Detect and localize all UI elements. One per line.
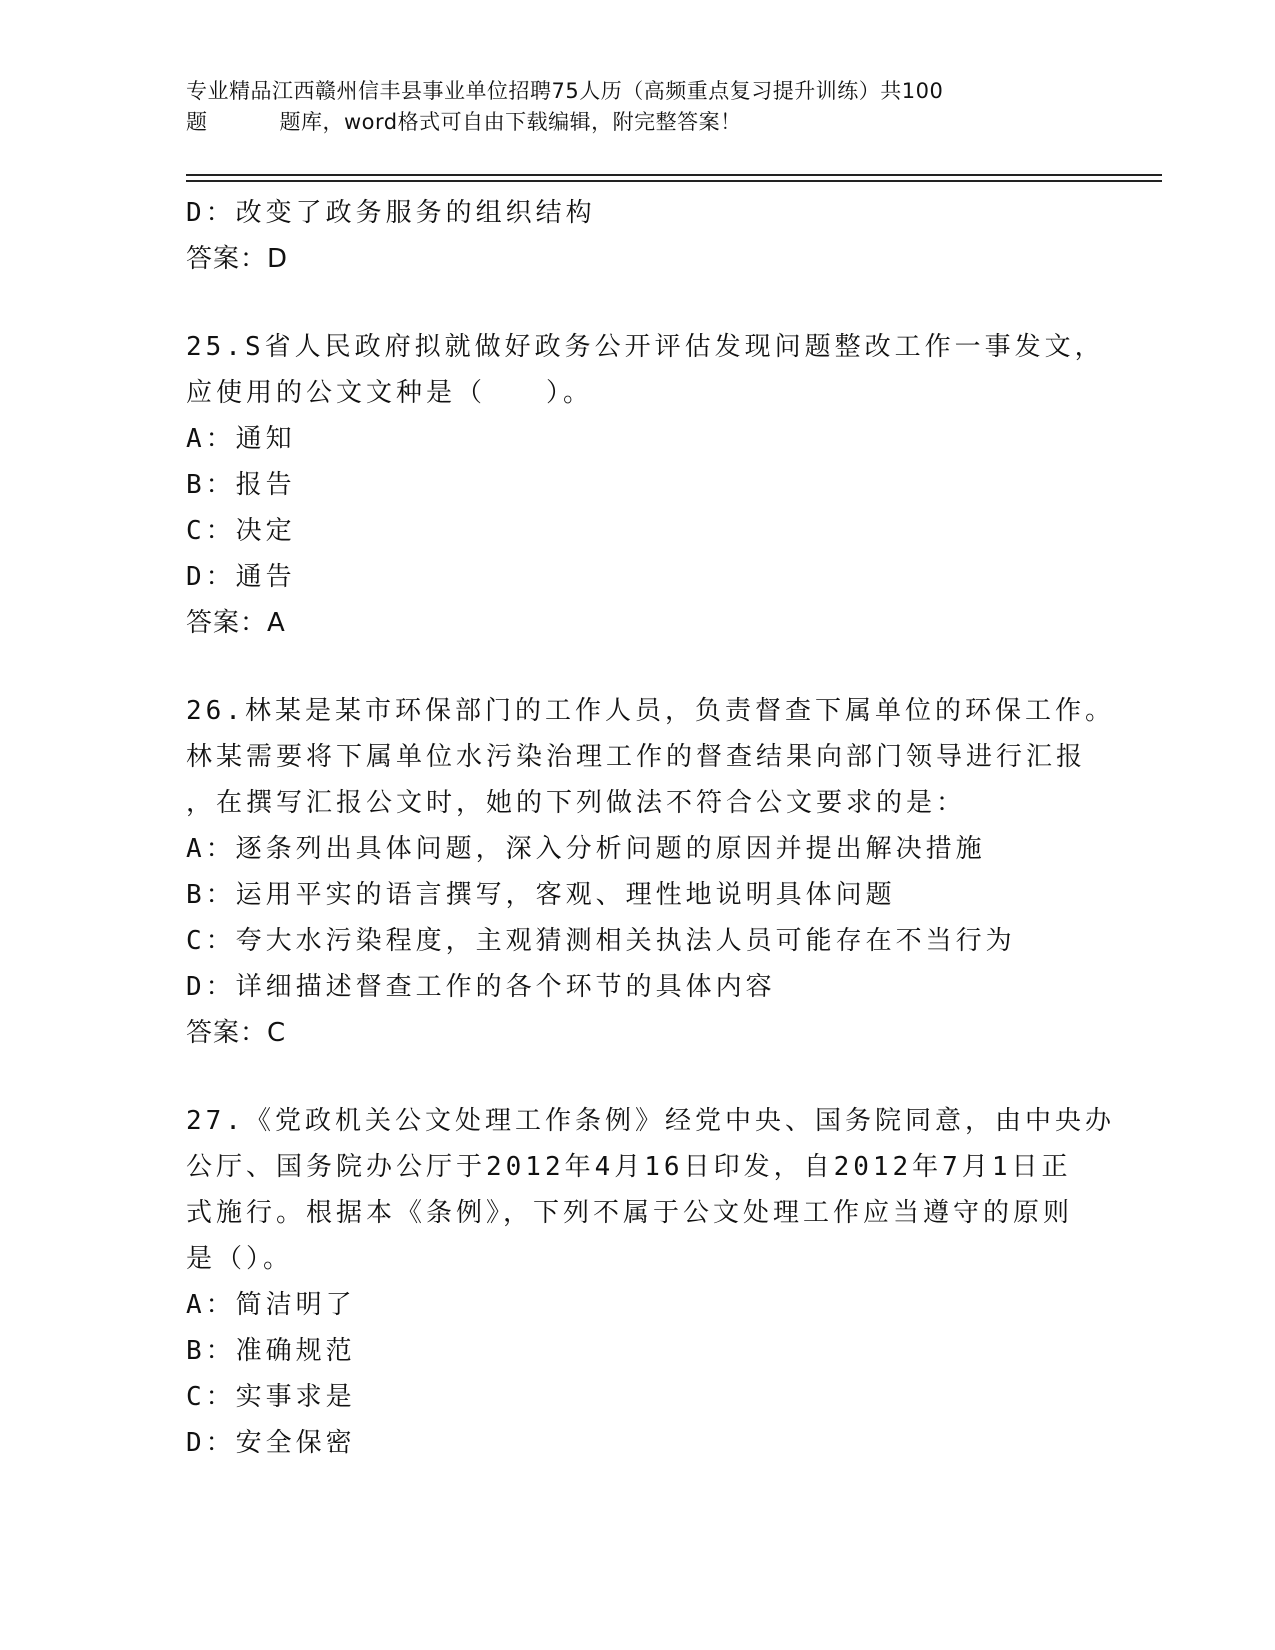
q27-stem-2: 公厅、国务院办公厅于2012年4月16日印发，自2012年7月1日正 [186,1152,1072,1182]
document-page [186,0,1146,1650]
question-26 [186,688,1136,1056]
header-title-line1: 专业精品江西赣州信丰县事业单位招聘75人历（高频重点复习提升训练）共100 [186,79,944,103]
q26-stem-3: ，在撰写汇报公文时，她的下列做法不符合公文要求的是： [186,788,967,818]
question-27 [186,1098,1136,1466]
prev-answer: 答案：D [186,244,289,274]
spacer [186,646,1136,688]
header-title-line2-b: 题库，word格式可自由下载编辑，附完整答案！ [279,110,742,134]
q25-stem-1: 25.S省人民政府拟就做好政务公开评估发现问题整改工作一事发文， [186,332,1105,362]
q27-option-a: A：简洁明了 [186,1290,356,1320]
document-header [186,76,1116,138]
question-content [186,190,1136,1466]
header-divider-top [186,174,1162,176]
header-divider-bottom [186,180,1162,182]
q25-stem-2: 应使用的公文文种是（ ）。 [186,378,594,408]
spacer [186,1056,1136,1098]
q27-option-c: C：实事求是 [186,1382,356,1412]
q27-option-b: B：准确规范 [186,1336,356,1366]
q25-answer: 答案：A [186,608,286,638]
q25-option-d: D：通告 [186,562,296,592]
q27-stem-1: 27.《党政机关公文处理工作条例》经党中央、国务院同意，由中央办 [186,1106,1115,1136]
spacer [186,282,1136,324]
q26-option-c: C：夸大水污染程度，主观猜测相关执法人员可能存在不当行为 [186,926,1016,956]
q26-answer: 答案：C [186,1018,287,1048]
q25-option-c: C：决定 [186,516,296,546]
q26-stem-2: 林某需要将下属单位水污染治理工作的督查结果向部门领导进行汇报 [186,742,1087,772]
header-title-line2-a: 题 [186,110,208,134]
q25-option-b: B：报告 [186,470,296,500]
prev-option-d: D：改变了政务服务的组织结构 [186,198,596,228]
q25-option-a: A：通知 [186,424,296,454]
q26-option-a: A：逐条列出具体问题，深入分析问题的原因并提出解决措施 [186,834,986,864]
q26-stem-1: 26.林某是某市环保部门的工作人员，负责督查下属单位的环保工作。 [186,696,1115,726]
q26-option-b: B：运用平实的语言撰写，客观、理性地说明具体问题 [186,880,896,910]
question-25 [186,324,1136,646]
header-title-line2 [186,107,1116,138]
q27-stem-4: 是（）。 [186,1244,294,1274]
q27-option-d: D：安全保密 [186,1428,356,1458]
q27-stem-3: 式施行。根据本《条例》，下列不属于公文处理工作应当遵守的原则 [186,1198,1074,1228]
q26-option-d: D：详细描述督查工作的各个环节的具体内容 [186,972,776,1002]
